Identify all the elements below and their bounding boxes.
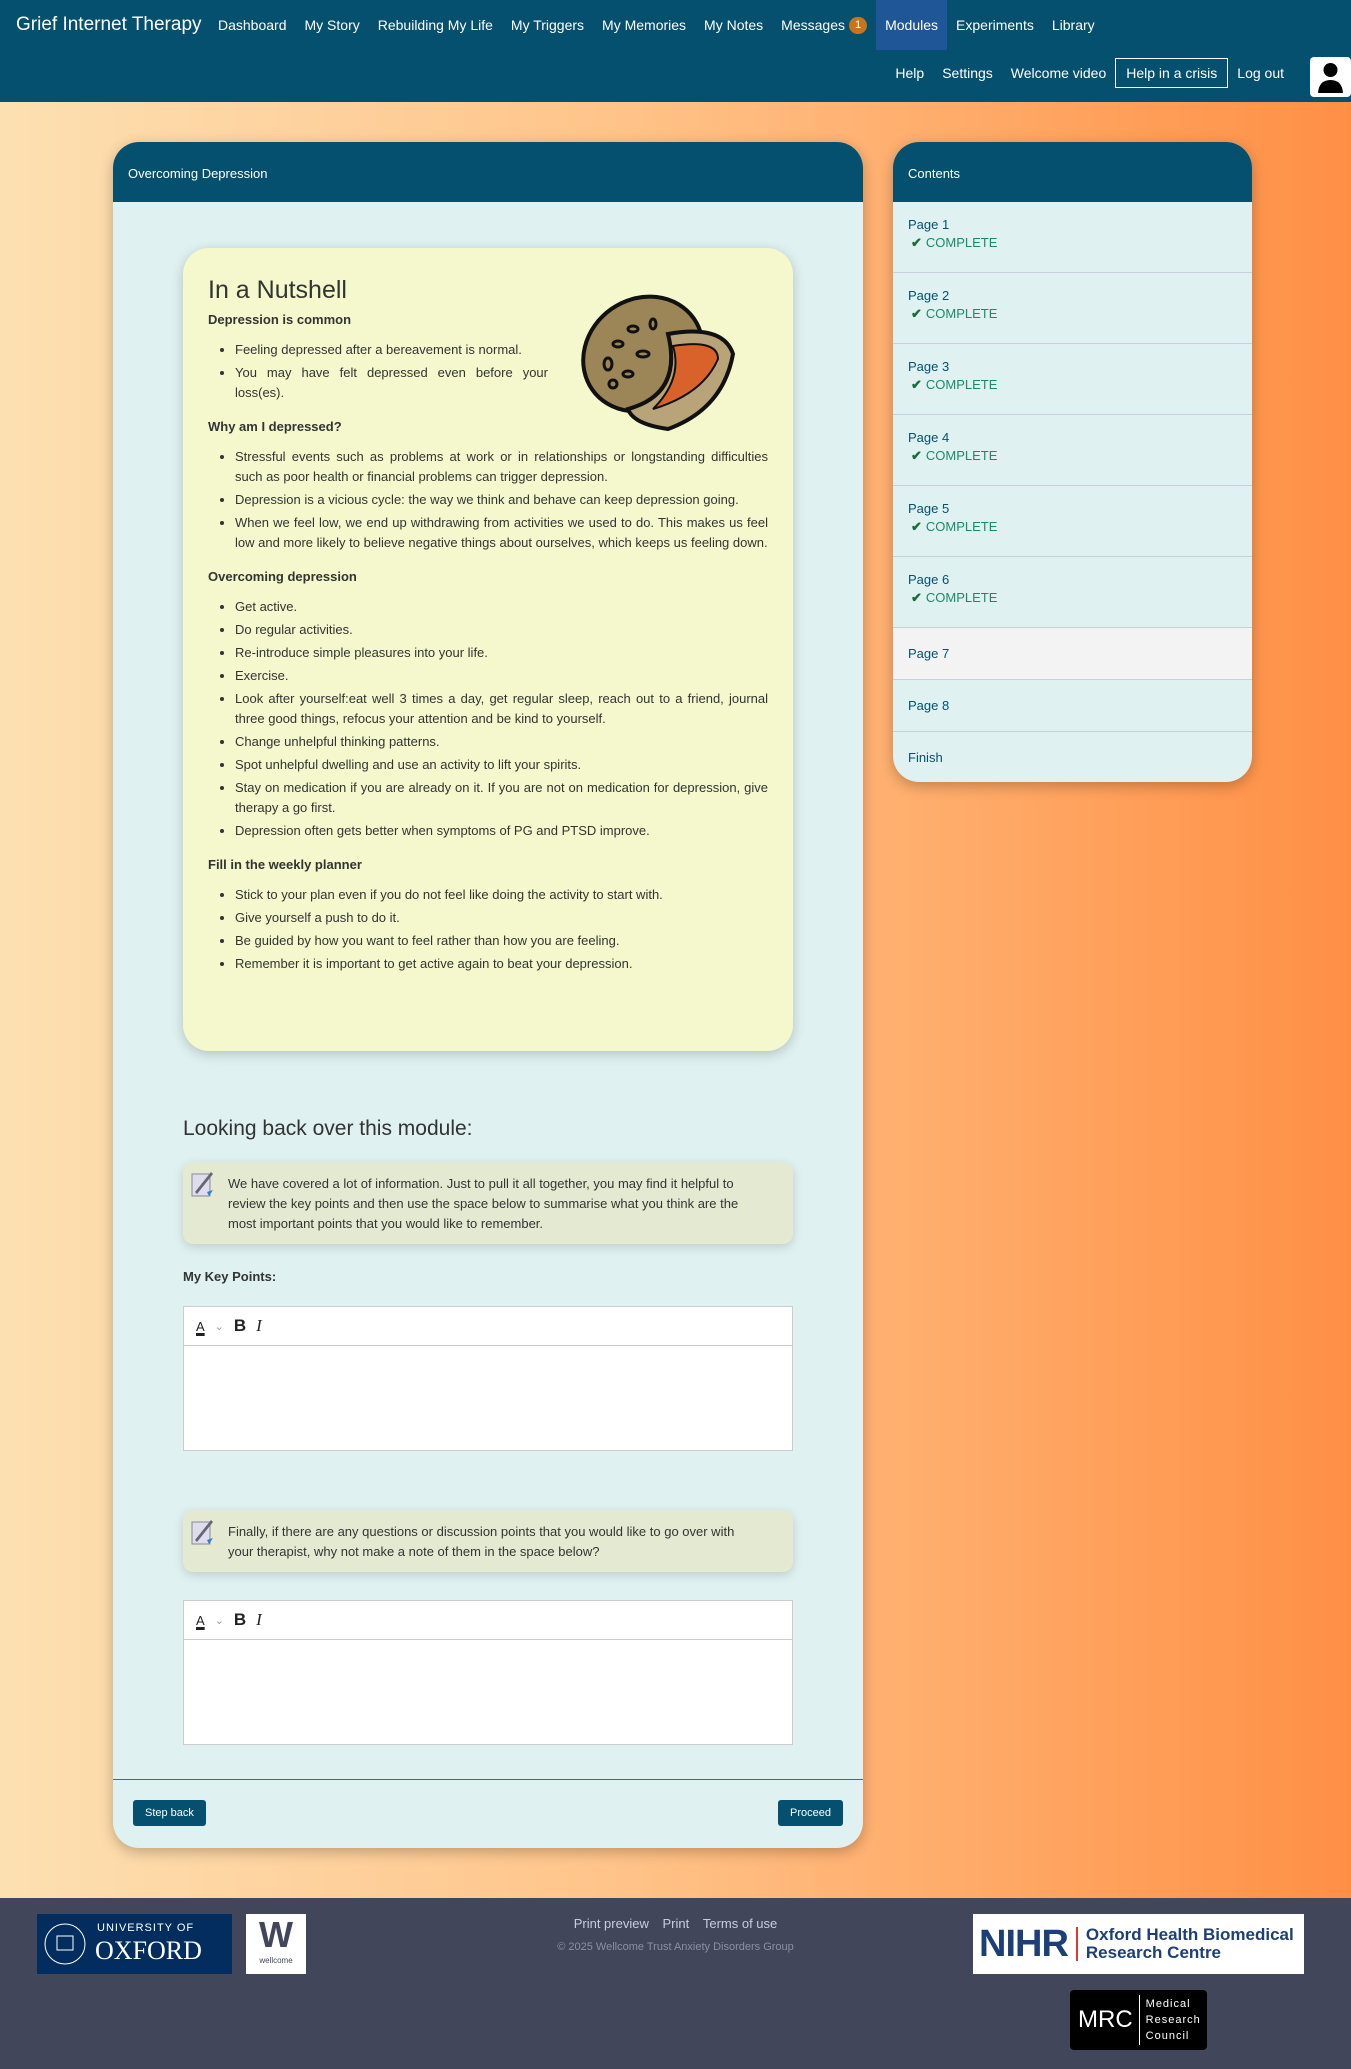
contents-item-6[interactable] [893, 557, 1252, 628]
mrc-logo [1070, 1990, 1207, 2050]
contents-item-label: Page 7 [908, 646, 950, 661]
summary-callout [183, 1162, 793, 1244]
nihr-logo-mark: NIHR [979, 1922, 1068, 1965]
contents-item-label: Page 6 [908, 572, 950, 587]
nav-dashboard[interactable]: Dashboard [218, 17, 287, 33]
nut-illustration-icon [573, 284, 743, 434]
contents-item-label: Page 8 [908, 698, 950, 713]
footer [0, 1898, 1351, 2069]
list-item: • When we feel low, we end up withdrawing from activities we used to do. This makes us feel low and more likely to believe negative things about ourselves, which keeps us feeling down. [235, 513, 768, 553]
contents-item-label: Page 3 [908, 359, 950, 374]
oxford-logo-line2: OXFORD [95, 1936, 202, 1965]
checkmark-icon: ✔ [911, 590, 922, 605]
summary-callout-text: We have covered a lot of information. Just to pull it all together, you may find it helpful to review the key points and then use the space below to summarise what you think are the most important points that you would like to remember. [228, 1176, 739, 1231]
key-points-editor[interactable] [183, 1306, 793, 1451]
module-title: Overcoming Depression [113, 142, 863, 202]
contents-sidebar [893, 142, 1252, 782]
proceed-button[interactable]: Proceed [778, 1800, 843, 1826]
messages-badge: 1 [849, 17, 867, 34]
checkmark-icon: ✔ [911, 519, 922, 534]
copyright: © 2025 Wellcome Trust Anxiety Disorders Group [557, 1941, 794, 1953]
help-link[interactable]: Help [895, 65, 925, 81]
contents-item-7[interactable] [893, 628, 1252, 680]
complete-label: COMPLETE [925, 590, 998, 605]
text-color-button[interactable]: A [196, 1318, 205, 1334]
list-item: • Stay on medication if you are already on it. If you are not on medication for depression, give therapy a go first. [235, 778, 768, 818]
nihr-logo-line2: Research Centre [1085, 1943, 1222, 1962]
bold-button[interactable]: B [233, 1610, 247, 1629]
text-color-button[interactable]: A [196, 1612, 205, 1628]
nutshell-box [183, 248, 793, 1051]
contents-item-8[interactable] [893, 680, 1252, 732]
print-link[interactable]: Print [662, 1916, 690, 1931]
section-heading: Depression is common [208, 312, 352, 327]
list-item: • Stressful events such as problems at work or in relationships or longstanding difficulties such as poor health or financial problems can trigger depression. [235, 447, 768, 487]
contents-item-3[interactable] [893, 344, 1252, 415]
complete-status [908, 590, 1237, 606]
list-item: • Exercise. [235, 666, 768, 686]
pen-paper-icon [191, 1518, 215, 1546]
nav-my-triggers[interactable]: My Triggers [510, 17, 585, 33]
welcome-video-link[interactable]: Welcome video [1010, 65, 1107, 81]
list-item: • Give yourself a push to do it. [235, 908, 768, 928]
complete-status [908, 519, 1237, 535]
editor-toolbar [184, 1601, 792, 1640]
mrc-logo-line: Council [1145, 2030, 1190, 2042]
nav-library[interactable]: Library [1051, 17, 1095, 33]
list-item: • Look after yourself:eat well 3 times a day, get regular sleep, reach out to a friend, journal three good things, refocus your attention and be kind to yourself. [235, 689, 768, 729]
questions-callout-text: Finally, if there are any questions or discussion points that you would like to go over with your therapist, why not make a note of them in the space below? [228, 1524, 735, 1559]
logout-link[interactable]: Log out [1237, 65, 1284, 81]
nihr-logo [973, 1914, 1304, 1974]
list-item: • You may have felt depressed even before your loss(es). [235, 363, 548, 403]
contents-item-1[interactable] [893, 202, 1252, 273]
nav-experiments[interactable]: Experiments [956, 17, 1034, 33]
contents-item-2[interactable] [893, 273, 1252, 344]
settings-link[interactable]: Settings [942, 65, 993, 81]
list-item: • Change unhelpful thinking patterns. [235, 732, 768, 752]
checkmark-icon: ✔ [911, 377, 922, 392]
nihr-logo-line1: Oxford Health Biomedical [1085, 1925, 1294, 1944]
chevron-down-icon[interactable]: ⌄ [214, 1320, 224, 1333]
complete-label: COMPLETE [925, 235, 998, 250]
list-item: • Re-introduce simple pleasures into your life. [235, 643, 768, 663]
checkmark-icon: ✔ [911, 235, 922, 250]
terms-of-use-link[interactable]: Terms of use [702, 1916, 778, 1931]
app-title[interactable]: Grief Internet Therapy [16, 14, 202, 35]
nutshell-heading: In a Nutshell [208, 276, 347, 304]
key-points-label: My Key Points: [183, 1269, 277, 1284]
nav-modules[interactable]: Modules [876, 0, 947, 50]
list-item: • Do regular activities. [235, 620, 768, 640]
contents-item-label: Page 5 [908, 501, 950, 516]
complete-status [908, 377, 1237, 393]
contents-title: Contents [893, 142, 1252, 202]
list-item: • Feeling depressed after a bereavement is normal. [235, 340, 548, 360]
chevron-down-icon[interactable]: ⌄ [214, 1614, 224, 1627]
nav-my-memories[interactable]: My Memories [602, 17, 687, 33]
contents-item-label: Page 1 [908, 217, 950, 232]
checkmark-icon: ✔ [911, 306, 922, 321]
complete-status [908, 448, 1237, 464]
mrc-logo-line: Research [1145, 2014, 1201, 2026]
wellcome-logo: W wellcome [246, 1914, 306, 1974]
module-card [113, 142, 863, 1848]
complete-label: COMPLETE [925, 377, 998, 392]
top-navbar [0, 0, 1351, 102]
main-nav [209, 0, 1104, 50]
complete-label: COMPLETE [925, 306, 998, 321]
list-item: • Depression is a vicious cycle: the way we think and behave can keep depression going. [235, 490, 768, 510]
list-item: • Get active. [235, 597, 768, 617]
wellcome-logo-text: wellcome [259, 1956, 293, 1965]
italic-button[interactable]: I [256, 1316, 262, 1335]
bold-button[interactable]: B [233, 1316, 247, 1335]
editor-toolbar [184, 1307, 792, 1346]
nav-rebuilding-my-life[interactable]: Rebuilding My Life [377, 17, 493, 33]
looking-back-heading: Looking back over this module: [183, 1117, 473, 1140]
contents-item-label: Page 2 [908, 288, 950, 303]
pen-paper-icon [191, 1170, 215, 1198]
user-avatar-icon[interactable] [1310, 57, 1351, 97]
italic-button[interactable]: I [256, 1610, 262, 1629]
mrc-logo-line: Medical [1145, 1998, 1191, 2010]
nav-messages-label: Messages [781, 17, 845, 33]
divider [113, 1779, 863, 1780]
questions-callout [183, 1510, 793, 1572]
oxford-logo-line1: UNIVERSITY OF [97, 1922, 195, 1934]
print-preview-link[interactable]: Print preview [573, 1916, 649, 1931]
list-item: • Stick to your plan even if you do not feel like doing the activity to start with. [235, 885, 768, 905]
contents-item-label: Finish [908, 750, 943, 765]
list-item: • Remember it is important to get active again to beat your depression. [235, 954, 768, 974]
list-item: • Spot unhelpful dwelling and use an activity to lift your spirits. [235, 755, 768, 775]
section-heading: Why am I depressed? [208, 419, 342, 434]
nav-messages[interactable] [772, 0, 876, 50]
complete-status [908, 306, 1237, 322]
mrc-logo-mark: MRC [1078, 2006, 1133, 2033]
complete-status [908, 235, 1237, 251]
list-item: • Be guided by how you want to feel rather than how you are feeling. [235, 931, 768, 951]
contents-item-5[interactable] [893, 486, 1252, 557]
step-back-button[interactable]: Step back [133, 1800, 206, 1826]
help-in-crisis-button[interactable]: Help in a crisis [1115, 58, 1228, 88]
questions-editor[interactable] [183, 1600, 793, 1745]
secondary-nav [886, 58, 1293, 88]
section-heading: Fill in the weekly planner [208, 857, 362, 872]
nav-my-notes[interactable]: My Notes [704, 17, 764, 33]
checkmark-icon: ✔ [911, 448, 922, 463]
contents-item-9[interactable] [893, 732, 1252, 782]
nav-my-story[interactable]: My Story [304, 17, 360, 33]
complete-label: COMPLETE [925, 448, 998, 463]
contents-item-4[interactable] [893, 415, 1252, 486]
contents-item-label: Page 4 [908, 430, 950, 445]
list-item: • Depression often gets better when symptoms of PG and PTSD improve. [235, 821, 768, 841]
section-heading: Overcoming depression [208, 569, 357, 584]
complete-label: COMPLETE [925, 519, 998, 534]
